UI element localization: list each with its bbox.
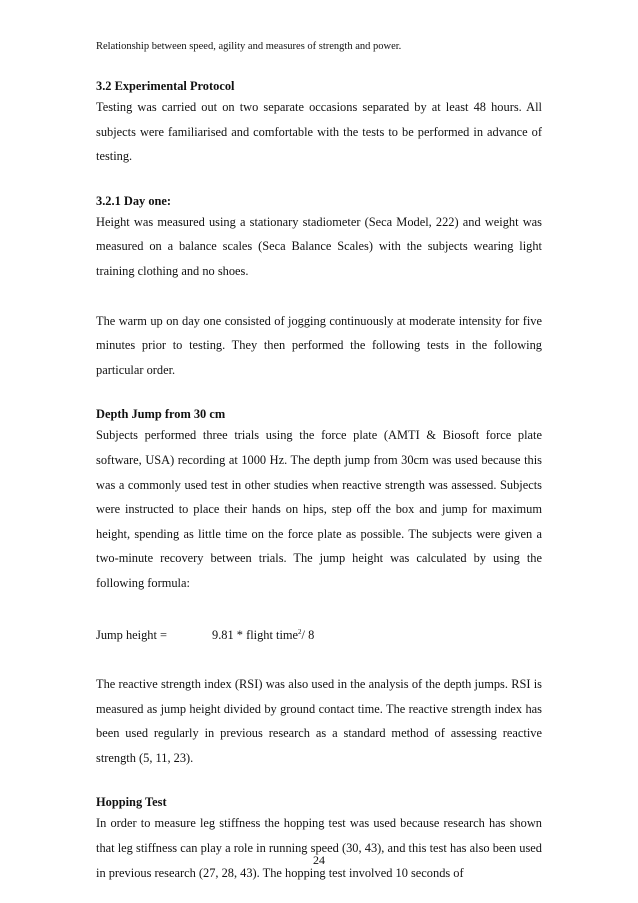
body-text	[96, 78, 542, 885]
formula-right-side: 9.81 * flight time	[212, 627, 299, 642]
formula-divisor: / 8	[301, 627, 315, 642]
formula-left-side: Jump height =	[96, 627, 168, 642]
section-heading-experimental-protocol: 3.2 Experimental Protocol	[96, 79, 235, 93]
section-heading-hopping-test: Hopping Test	[96, 795, 167, 810]
paragraph-hopping-test: In order to measure leg stiffness the hopping test was used because research has shown that leg stiffness can play a role in running speed (30, 43), and this test has also been used in previous research (27, 28, 43). The hopping test involved 10 seconds of	[96, 816, 542, 880]
paragraph-day-one-measurements: Height was measured using a stationary stadiometer (Seca Model, 222) and weight was measured on a balance scales (Seca Balance Scales) with the subjects wearing light training clothing and no shoes.	[96, 214, 542, 278]
paragraph-spacer	[96, 770, 542, 794]
paragraph-experimental-protocol: Testing was carried out on two separate occasions separated by at least 48 hours. All subjects were familiarised and comfortable with the tests to be performed in advance of testing.	[96, 100, 542, 164]
section-heading-day-one: 3.2.1 Day one:	[96, 193, 172, 208]
page-number: 24	[313, 853, 325, 867]
paragraph-spacer	[96, 647, 542, 671]
paragraph-depth-jump: Subjects performed three trials using the force plate (AMTI & Biosoft force plate software, USA) recording at 1000 Hz. The depth jump from 30cm was used because this was a commonly used test in other studies when reactive strength was assessed. Subjects were instructed to place their hands on hips, step off the box and jump for maximum height, spending as little time on the force plate as possible. The subjects were given a two-minute recovery between trials. The jump height was calculated by using the following formula:	[96, 428, 542, 590]
formula-exponent: 2	[298, 627, 302, 636]
paragraph-spacer	[96, 169, 542, 193]
paragraph-warm-up: The warm up on day one consisted of jogging continuously at moderate intensity for five minutes prior to testing. They then performed the following tests in the following particular order.	[96, 313, 542, 377]
paragraph-spacer	[96, 596, 542, 620]
section-heading-depth-jump: Depth Jump from 30 cm	[96, 407, 226, 422]
paragraph-spacer	[96, 382, 542, 406]
running-header: Relationship between speed, agility and measures of strength and power.	[96, 41, 402, 52]
paragraph-spacer	[96, 284, 542, 308]
jump-height-formula	[96, 620, 542, 648]
paragraph-reactive-strength-index: The reactive strength index (RSI) was also used in the analysis of the depth jumps. RSI is measured as jump height divided by ground contact time. The reactive strength index has been used regularly in previous research as a standard method of assessing reactive strength (5, 11, 23).	[96, 677, 542, 765]
